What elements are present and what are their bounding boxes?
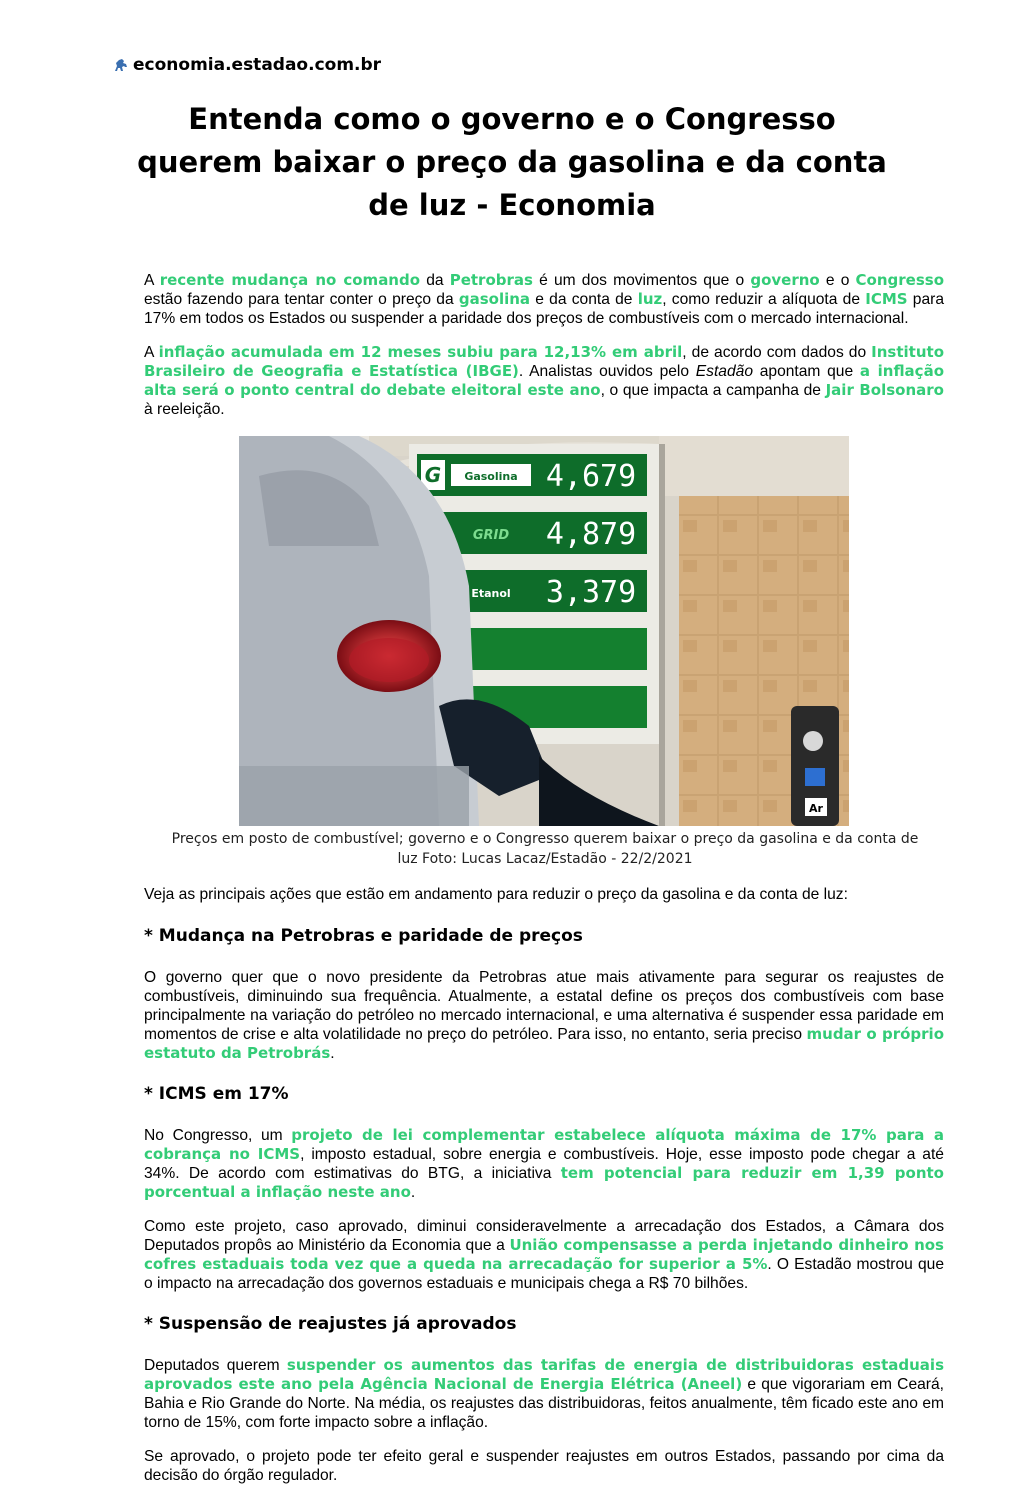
section-paragraph: Deputados querem suspender os aumentos das tarifas de energia de distribuidoras estaduais aprovados este ano pela Agência Nacional de Energia Elétrica (Aneel) e que vigorariam em Ceará, Bahia e Rio Grande do Norte. Na média, os reajustes das distribuidoras, feitos anualmente, têm ficado este ano em torno de 15%, com forte impacto sobre a inflação. xyxy=(144,1356,944,1431)
article-intro xyxy=(144,271,944,434)
section-reajustes xyxy=(144,1315,944,1500)
section-icms xyxy=(144,1085,944,1308)
paragraph-1: A recente mudança no comando da Petrobras é um dos movimentos que o governo e o Congresso estão fazendo para tentar conter o preço da gasolina e da conta de luz, como reduzir a alíquota de ICMS para 17% em todos os Estados ou suspender a paridade dos preços de combustíveis com o mercado internacional. xyxy=(144,271,945,327)
price-3: 3,379 xyxy=(545,575,637,610)
horse-logo-icon xyxy=(113,57,129,73)
price-1: 4,679 xyxy=(545,459,637,494)
pump-label: Ar xyxy=(809,802,823,815)
link-inflacao-acumulada[interactable]: inflação acumulada em 12 meses subiu para 12,13% em abril xyxy=(158,343,683,361)
page-title: Entenda como o governo e o Congresso querem baixar o preço da gasolina e da conta de luz - Economia xyxy=(137,102,887,222)
fuel-name-1: Gasolina xyxy=(464,470,518,483)
link-ibge[interactable]: Instituto Brasileiro de Geografia e Estatística (IBGE) xyxy=(144,343,944,380)
link-suspender-aumentos[interactable]: suspender os aumentos das tarifas de energia de distribuidoras estaduais aprovados este ano pela Agência Nacional de Energia Elétrica (Aneel) xyxy=(144,1356,944,1393)
link-mudanca-comando[interactable]: recente mudança no comando xyxy=(159,271,421,289)
link-congresso[interactable]: Congresso xyxy=(855,271,945,289)
fuel-letter-1: G xyxy=(424,463,442,487)
section-paragraph: Como este projeto, caso aprovado, diminui consideravelmente a arrecadação dos Estados, a Câmara dos Deputados propôs ao Ministério da Economia que a União compensasse a perda injetando dinheiro nos cofres estaduais toda vez que a queda na arrecadação for superior a 5%. O Estadão mostrou que o impacto na arrecadação dos governos estaduais e municipais chega a R$ 70 bilhões. xyxy=(144,1218,944,1292)
site-domain[interactable]: economia.estadao.com.br xyxy=(133,55,382,75)
link-debate-eleitoral[interactable]: a inflação alta será o ponto central do debate eleitoral este ano xyxy=(144,362,945,399)
price-2: 4,879 xyxy=(545,517,637,552)
link-luz[interactable]: luz xyxy=(637,290,663,308)
link-governo[interactable]: governo xyxy=(750,271,820,289)
fuel-name-3: Etanol xyxy=(471,587,511,600)
section-heading: * ICMS em 17% xyxy=(144,1084,289,1104)
link-gasolina[interactable]: gasolina xyxy=(458,290,531,308)
fuel-name-2: GRID xyxy=(472,528,510,543)
link-petrobras[interactable]: Petrobras xyxy=(449,271,533,289)
article-photo xyxy=(239,436,849,826)
section-petrobras xyxy=(144,927,944,1078)
link-potencial-inflacao[interactable]: tem potencial para reduzir em 1,39 ponto porcentual a inflação neste ano xyxy=(144,1164,944,1201)
section-paragraph: O governo quer que o novo presidente da Petrobras atue mais ativamente para segurar os reajustes de combustíveis, diminuindo sua frequência. Atualmente, a estatal define os preços dos combustíveis com base principalmente na variação do petróleo no mercado internacional, e uma alternativa é suspender essa paridade em momentos de crise e alta volatilidade no preço do petróleo. Para isso, no entanto, seria preciso mudar o próprio estatuto da Petrobrás. xyxy=(144,969,944,1062)
link-jair-bolsonaro[interactable]: Jair Bolsonaro xyxy=(825,381,944,399)
link-icms[interactable]: ICMS xyxy=(865,290,908,308)
link-projeto-lei-complementar[interactable]: projeto de lei complementar estabelece alíquota máxima de 17% para a cobrança no ICMS xyxy=(144,1126,945,1163)
gas-station-photo xyxy=(239,436,849,826)
intro-text: Veja as principais ações que estão em andamento para reduzir o preço da gasolina e da conta de luz: xyxy=(144,886,848,903)
paragraph-2: A inflação acumulada em 12 meses subiu para 12,13% em abril, de acordo com dados do Instituto Brasileiro de Geografia e Estatística (IBGE). Analistas ouvidos pelo Estadão apontam que a inflação alta será o ponto central do debate eleitoral este ano, o que impacta a campanha de Jair Bolsonaro à reeleição. xyxy=(144,343,945,418)
section-paragraph: Se aprovado, o projeto pode ter efeito geral e suspender reajustes em outros Estados, passando por cima da decisão do órgão regulador. xyxy=(144,1448,944,1484)
photo-caption: Preços em posto de combustível; governo e o Congresso querem baixar o preço da gasolina e da conta de luz Foto: Lucas Lacaz/Estadão - 22/2/2021 xyxy=(171,831,919,867)
section-paragraph: No Congresso, um projeto de lei complementar estabelece alíquota máxima de 17% para a cobrança no ICMS, imposto estadual, sobre energia e combustíveis. Hoje, esse imposto pode chegar a até 34%. De acordo com estimativas do BTG, a iniciativa tem potencial para reduzir em 1,39 ponto porcentual a inflação neste ano. xyxy=(144,1126,945,1201)
section-heading: * Mudança na Petrobras e paridade de preços xyxy=(144,926,583,946)
site-header xyxy=(113,55,381,75)
link-uniao-compensasse[interactable]: União compensasse a perda injetando dinheiro nos cofres estaduais toda vez que a queda na arrecadação for superior a 5% xyxy=(144,1236,944,1273)
link-estatuto-petrobras[interactable]: mudar o próprio estatuto da Petrobrás xyxy=(144,1025,944,1062)
section-heading: * Suspensão de reajustes já aprovados xyxy=(144,1314,517,1334)
